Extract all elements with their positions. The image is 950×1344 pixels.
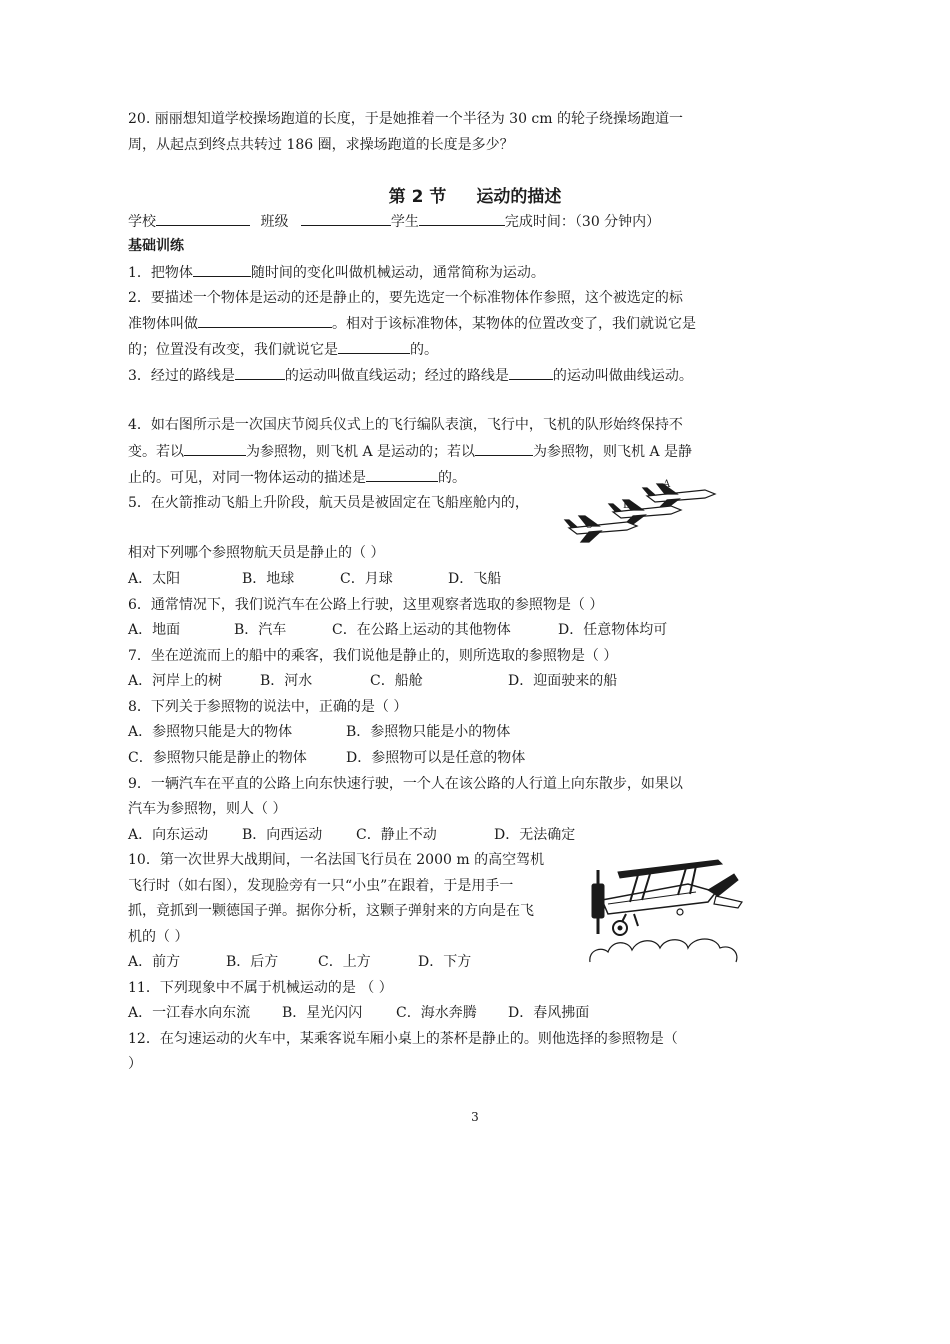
q3-blank-1[interactable] bbox=[235, 366, 285, 380]
q20-line-2: 周，从起点到终点共转过 186 圈，求操场跑道的长度是多少？ bbox=[128, 137, 514, 153]
q10-line-3: 抓，竟抓到一颗德国子弹。据你分析，这颗子弹射来的方向是在飞 bbox=[128, 903, 534, 919]
q4-text-c: 为参照物，则飞机 A 是静 bbox=[533, 444, 693, 460]
q3 bbox=[128, 366, 693, 385]
q8-options-row-1 bbox=[128, 723, 510, 741]
q7-option-b[interactable]: B．河水 bbox=[260, 673, 313, 689]
q7-option-d[interactable]: D．迎面驶来的船 bbox=[508, 673, 618, 689]
q8-option-d[interactable]: D．参照物可以是任意的物体 bbox=[346, 750, 526, 766]
q8-option-a[interactable]: A．参照物只能是大的物体 bbox=[128, 724, 293, 740]
jet-c-icon bbox=[565, 516, 637, 542]
section-title bbox=[0, 182, 950, 207]
q4-text-d: 止的。可见，对同一物体运动的描述是 bbox=[128, 470, 366, 486]
q3-text-b: 的运动叫做直线运动；经过的路线是 bbox=[284, 368, 509, 384]
q11-option-c[interactable]: C．海水奔腾 bbox=[396, 1005, 477, 1021]
q10-line-1: 10．第一次世界大战期间，一名法国飞行员在 2000 m 的高空驾机 bbox=[128, 852, 545, 868]
q3-blank-2[interactable] bbox=[509, 366, 553, 380]
q1-blank[interactable] bbox=[193, 263, 251, 277]
q2-blank-2[interactable] bbox=[338, 340, 410, 354]
jet-a-icon bbox=[643, 484, 715, 508]
formation-jets-figure bbox=[555, 476, 725, 552]
q11-options bbox=[128, 1004, 589, 1022]
q11-option-b[interactable]: B．星光闪闪 bbox=[282, 1005, 363, 1021]
q7-options bbox=[128, 672, 617, 690]
q5-line-1: 5．在火箭推动飞船上升阶段，航天员是被固定在飞船座舱内的， bbox=[128, 495, 529, 511]
q2-text-c: 的；位置没有改变，我们就说它是 bbox=[128, 342, 338, 358]
q4-blank-1[interactable] bbox=[184, 442, 246, 456]
school-blank[interactable] bbox=[156, 212, 250, 226]
q10-options bbox=[128, 953, 471, 971]
q11-option-d[interactable]: D．春风拂面 bbox=[508, 1005, 590, 1021]
section-number: 第 2 节 bbox=[388, 187, 447, 207]
q2-line-3 bbox=[128, 340, 438, 359]
q10-option-d[interactable]: D．下方 bbox=[418, 954, 472, 970]
q4-line-2 bbox=[128, 442, 692, 461]
q4-line-1: 4．如右图所示是一次国庆节阅兵仪式上的飞行编队表演，飞行中，飞机的队形始终保持不 bbox=[128, 417, 683, 433]
q10-line-2: 飞行时（如右图），发现脸旁有一只“小虫”在跟着，于是用手一 bbox=[128, 878, 514, 894]
q6-stem: 6．通常情况下，我们说汽车在公路上行驶，这里观察者选取的参照物是（ ） bbox=[128, 597, 604, 613]
q2-text-d: 的。 bbox=[410, 342, 438, 358]
q9-option-d[interactable]: D．无法确定 bbox=[494, 827, 576, 843]
q1-text-b: 随时间的变化叫做机械运动，通常简称为运动。 bbox=[250, 265, 545, 281]
q9-line-1: 9．一辆汽车在平直的公路上向东快速行驶，一个人在该公路的人行道上向东散步，如果以 bbox=[128, 776, 683, 792]
page-number: 3 bbox=[471, 1110, 479, 1124]
biplane-icon bbox=[592, 860, 742, 935]
biplane-figure bbox=[568, 852, 746, 964]
q9-option-b[interactable]: B．向西运动 bbox=[242, 827, 323, 843]
q9-line-2: 汽车为参照物，则人（ ） bbox=[128, 801, 287, 817]
q6-option-c[interactable]: C．在公路上运动的其他物体 bbox=[332, 622, 511, 638]
q7-option-a[interactable]: A．河岸上的树 bbox=[128, 673, 223, 689]
q2-text-a: 准物体叫做 bbox=[128, 316, 198, 332]
q6-options bbox=[128, 621, 667, 639]
q11-stem: 11．下列现象中不属于机械运动的是 （ ） bbox=[128, 980, 393, 996]
q12-line-1: 12．在匀速运动的火车中，某乘客说车厢小桌上的茶杯是静止的。则他选择的参照物是（ bbox=[128, 1031, 678, 1047]
q8-option-b[interactable]: B．参照物只能是小的物体 bbox=[346, 724, 511, 740]
q10-option-c[interactable]: C．上方 bbox=[318, 954, 371, 970]
student-label: 学生 bbox=[390, 214, 419, 230]
q20-line-1: 20. 丽丽想知道学校操场跑道的长度，于是她推着一个半径为 30 cm 的轮子绕操场跑道一 bbox=[128, 111, 683, 127]
q5-option-d[interactable]: D．飞船 bbox=[448, 571, 502, 587]
q6-option-b[interactable]: B．汽车 bbox=[234, 622, 287, 638]
class-blank[interactable] bbox=[301, 212, 391, 226]
q9-option-c[interactable]: C．静止不动 bbox=[356, 827, 437, 843]
q3-text-a: 3．经过的路线是 bbox=[128, 368, 235, 384]
q5-line-2: 相对下列哪个参照物航天员是静止的（ ） bbox=[128, 545, 385, 561]
jet-label-a: A bbox=[663, 479, 671, 490]
q5-options bbox=[128, 570, 501, 588]
jet-label-b: B bbox=[623, 500, 631, 511]
completion-time: 完成时间：（30 分钟内） bbox=[504, 214, 661, 230]
section-name: 运动的描述 bbox=[476, 187, 562, 207]
q11-option-a[interactable]: A．一江春水向东流 bbox=[128, 1005, 251, 1021]
q4-blank-2[interactable] bbox=[475, 442, 533, 456]
q4-line-3 bbox=[128, 468, 466, 487]
q12-line-2: ） bbox=[128, 1056, 142, 1072]
q6-option-d[interactable]: D．任意物体均可 bbox=[558, 622, 668, 638]
cloud-icon bbox=[590, 939, 737, 962]
q3-text-c: 的运动叫做曲线运动。 bbox=[552, 368, 693, 384]
q2-text-b: 。相对于该标准物体，某物体的位置改变了，我们就说它是 bbox=[332, 316, 696, 332]
q4-text-a: 变。若以 bbox=[128, 444, 184, 460]
q2-line-2 bbox=[128, 314, 696, 333]
subheading: 基础训练 bbox=[128, 238, 184, 254]
student-blank[interactable] bbox=[419, 212, 505, 226]
info-line bbox=[128, 212, 660, 231]
class-label: 班级 bbox=[260, 214, 289, 230]
q8-stem: 8．下列关于参照物的说法中，正确的是（ ） bbox=[128, 699, 408, 715]
jet-label-c: C bbox=[585, 520, 593, 531]
q2-blank-1[interactable] bbox=[198, 314, 332, 328]
q5-option-b[interactable]: B．地球 bbox=[242, 571, 295, 587]
q4-text-e: 的。 bbox=[438, 470, 466, 486]
q4-blank-3[interactable] bbox=[366, 468, 438, 482]
q2-line-1: 2．要描述一个物体是运动的还是静止的，要先选定一个标准物体作参照，这个被选定的标 bbox=[128, 290, 683, 306]
q10-option-b[interactable]: B．后方 bbox=[226, 954, 279, 970]
q7-option-c[interactable]: C．船舱 bbox=[370, 673, 423, 689]
q10-line-4: 机的（ ） bbox=[128, 929, 189, 945]
q5-option-a[interactable]: A．太阳 bbox=[128, 571, 181, 587]
school-label: 学校 bbox=[128, 214, 156, 230]
q10-option-a[interactable]: A．前方 bbox=[128, 954, 181, 970]
q1 bbox=[128, 263, 545, 282]
q9-options bbox=[128, 826, 575, 844]
q4-text-b: 为参照物，则飞机 A 是运动的；若以 bbox=[246, 444, 476, 460]
q9-option-a[interactable]: A．向东运动 bbox=[128, 827, 209, 843]
q5-option-c[interactable]: C．月球 bbox=[340, 571, 393, 587]
q6-option-a[interactable]: A．地面 bbox=[128, 622, 181, 638]
q7-stem: 7．坐在逆流而上的船中的乘客，我们说他是静止的，则所选取的参照物是（ ） bbox=[128, 648, 618, 664]
q8-options-row-2 bbox=[128, 749, 525, 767]
q8-option-c[interactable]: C．参照物只能是静止的物体 bbox=[128, 750, 307, 766]
q1-text-a: 1．把物体 bbox=[128, 265, 193, 281]
